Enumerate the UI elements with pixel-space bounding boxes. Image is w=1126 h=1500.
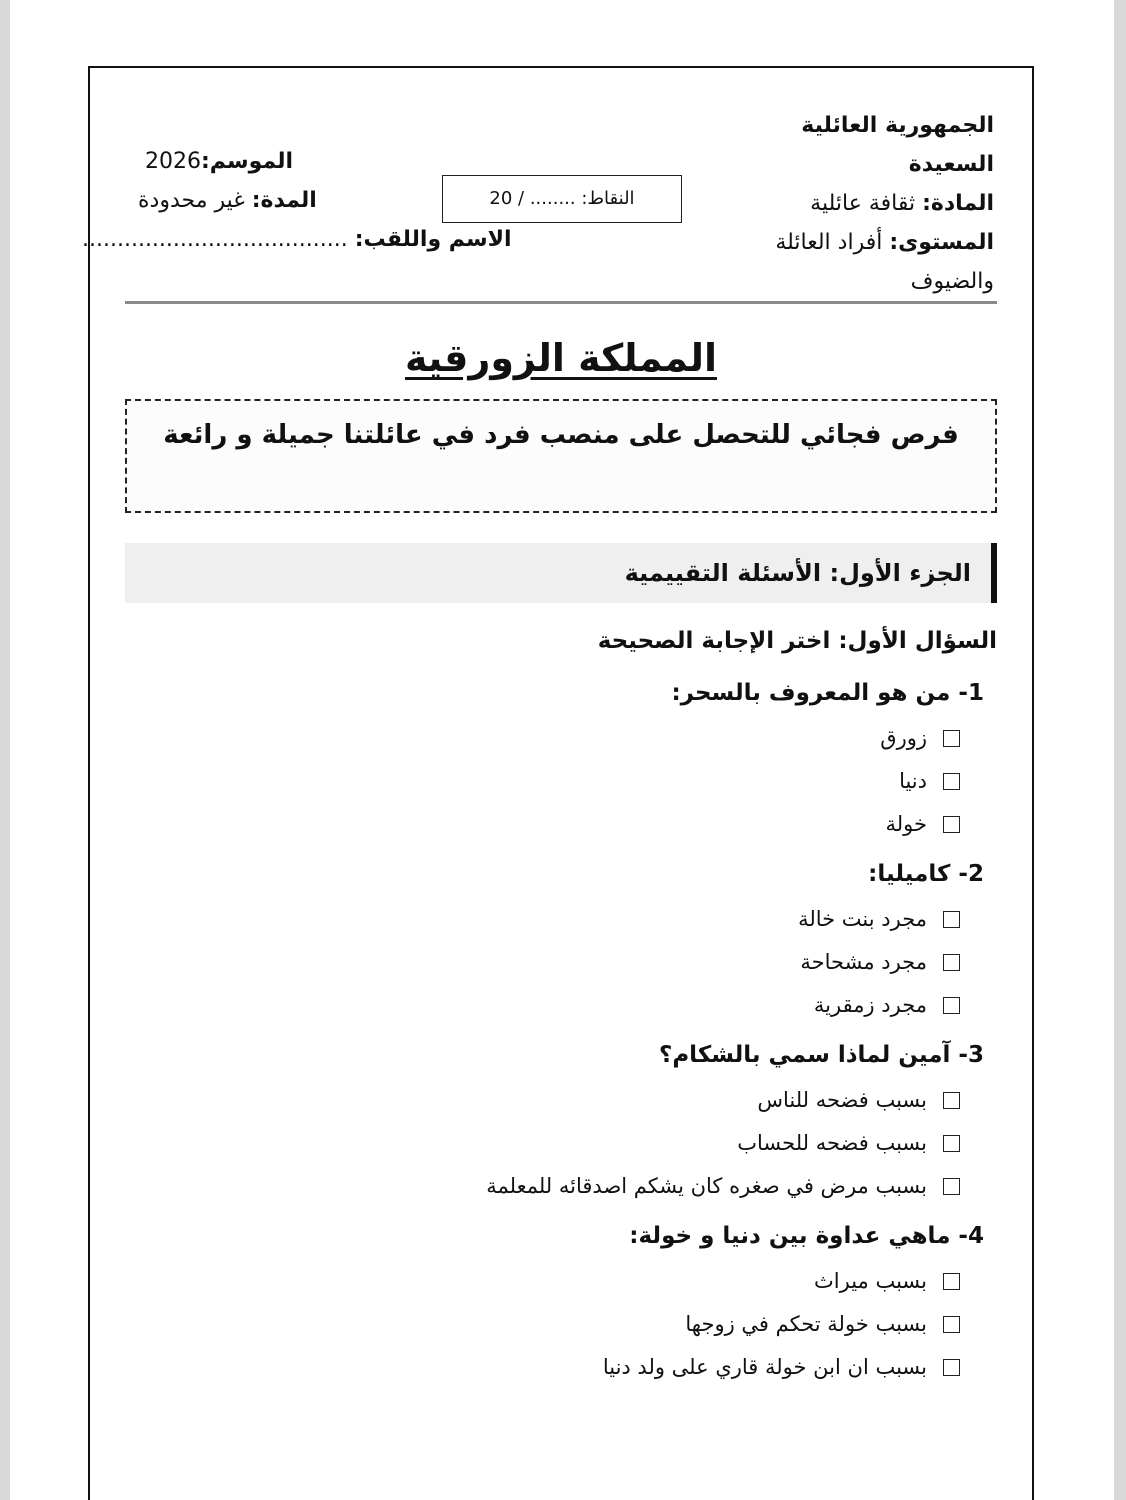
page-title: المملكة الزورقية bbox=[405, 336, 717, 380]
level-line bbox=[734, 223, 994, 262]
option-label: زورق bbox=[880, 726, 927, 750]
page-border bbox=[82, 66, 1034, 1500]
option-label: مجرد بنت خالة bbox=[798, 907, 927, 931]
checkbox-icon[interactable] bbox=[943, 773, 960, 790]
document-page bbox=[10, 0, 1114, 1500]
option-label: بسبب ميراث bbox=[814, 1269, 927, 1293]
option-2-1[interactable] bbox=[798, 907, 960, 931]
option-4-2[interactable] bbox=[685, 1312, 960, 1336]
option-label: بسبب مرض في صغره كان يشكم اصدقائه للمعلمة bbox=[486, 1174, 927, 1198]
checkbox-icon[interactable] bbox=[943, 911, 960, 928]
duration-label: المدة: bbox=[251, 188, 317, 213]
season-value: 2026 bbox=[145, 149, 201, 174]
header-divider bbox=[125, 301, 997, 304]
option-1-3[interactable] bbox=[886, 812, 961, 836]
question-4: 4- ماهي عداوة بين دنيا و خولة: bbox=[629, 1223, 984, 1249]
subject-value: ثقافة عائلية bbox=[810, 191, 923, 216]
option-label: مجرد مشحاحة bbox=[800, 950, 927, 974]
checkbox-icon[interactable] bbox=[943, 730, 960, 747]
option-label: بسبب ان ابن خولة قاري على ولد دنيا bbox=[602, 1355, 927, 1379]
checkbox-icon[interactable] bbox=[943, 1092, 960, 1109]
republic-line: الجمهورية العائلية bbox=[801, 113, 994, 138]
intro-box: فرص فجائي للتحصل على منصب فرد في عائلتنا جميلة و رائعة bbox=[125, 399, 997, 513]
subject-label: المادة: bbox=[922, 191, 994, 216]
checkbox-icon[interactable] bbox=[943, 1316, 960, 1333]
level-label: المستوى: bbox=[889, 230, 994, 255]
checkbox-icon[interactable] bbox=[943, 1135, 960, 1152]
option-3-1[interactable] bbox=[757, 1088, 960, 1112]
option-label: خولة bbox=[885, 812, 927, 836]
option-1-2[interactable] bbox=[899, 769, 960, 793]
duration-line bbox=[138, 186, 317, 216]
level-value: أفراد العائلة bbox=[775, 230, 890, 255]
option-3-2[interactable] bbox=[737, 1131, 960, 1155]
checkbox-icon[interactable] bbox=[943, 954, 960, 971]
name-value: ...................................... bbox=[82, 227, 355, 252]
checkbox-icon[interactable] bbox=[943, 1273, 960, 1290]
option-3-3[interactable] bbox=[486, 1174, 960, 1198]
checkbox-icon[interactable] bbox=[943, 1359, 960, 1376]
season-line bbox=[145, 147, 293, 177]
question-2: 2- كاميليا: bbox=[868, 861, 984, 887]
option-2-2[interactable] bbox=[800, 950, 960, 974]
question-group-title: السؤال الأول: اختر الإجابة الصحيحة bbox=[597, 628, 997, 654]
option-4-1[interactable] bbox=[814, 1269, 960, 1293]
checkbox-icon[interactable] bbox=[943, 816, 960, 833]
option-1-1[interactable] bbox=[880, 726, 960, 750]
subject-line bbox=[734, 184, 994, 223]
name-line bbox=[82, 225, 512, 255]
option-label: بسبب فضحه للناس bbox=[757, 1088, 927, 1112]
checkbox-icon[interactable] bbox=[943, 997, 960, 1014]
option-2-3[interactable] bbox=[814, 993, 960, 1017]
question-3: 3- آمين لماذا سمي بالشكام؟ bbox=[658, 1042, 984, 1068]
duration-value: غير محدودة bbox=[138, 188, 252, 213]
option-label: بسبب فضحه للحساب bbox=[737, 1131, 927, 1155]
option-label: مجرد زمقرية bbox=[813, 993, 927, 1017]
score-box: النقاط: ........ / 20 bbox=[442, 175, 682, 223]
section-heading: الجزء الأول: الأسئلة التقييمية bbox=[125, 543, 997, 603]
question-1: 1- من هو المعروف بالسحر: bbox=[671, 680, 984, 706]
option-label: دنيا bbox=[899, 769, 927, 793]
republic-line-2: السعيدة bbox=[908, 152, 994, 177]
season-label: الموسم: bbox=[201, 149, 294, 174]
name-label: الاسم واللقب: bbox=[354, 227, 512, 252]
option-4-3[interactable] bbox=[603, 1355, 960, 1379]
checkbox-icon[interactable] bbox=[943, 1178, 960, 1195]
header-right bbox=[734, 106, 994, 301]
level-line-2: والضيوف bbox=[910, 269, 994, 294]
option-label: بسبب خولة تحكم في زوجها bbox=[685, 1312, 927, 1336]
